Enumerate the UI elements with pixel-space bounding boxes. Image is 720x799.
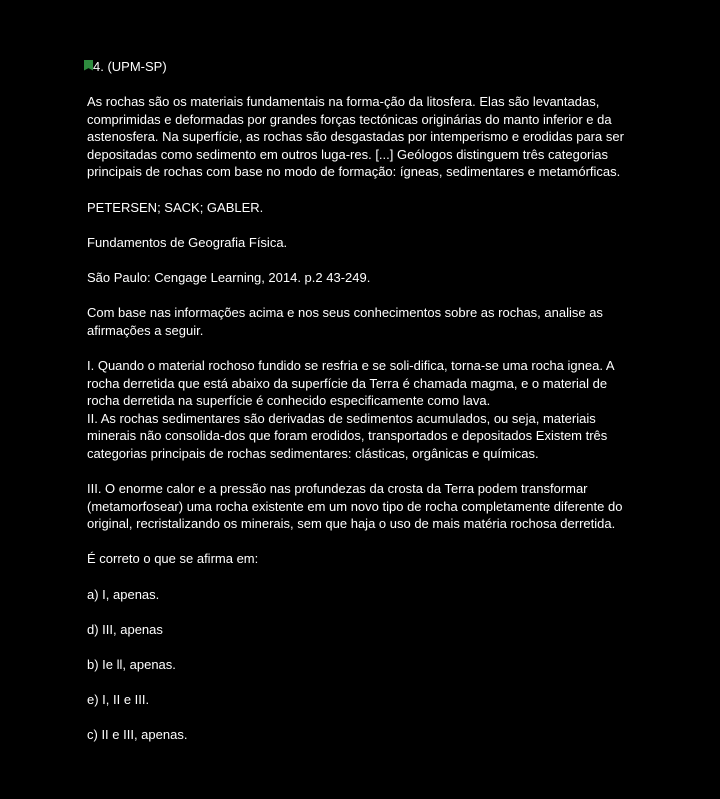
- question-ask: É correto o que se afirma em:: [87, 551, 259, 567]
- bookmark-icon[interactable]: [84, 60, 93, 71]
- option-d[interactable]: d) III, apenas: [87, 621, 163, 637]
- option-c[interactable]: c) II e III, apenas.: [87, 727, 188, 743]
- source-publisher: São Paulo: Cengage Learning, 2014. p.2 43-249.: [87, 269, 371, 285]
- question-number: 4. (UPM-SP): [93, 59, 167, 75]
- question-prompt: Com base nas informações acima e nos seus conhecimentos sobre as rochas, analise as afirmações a seguir.: [87, 305, 603, 338]
- statement-ii: II. As rochas sedimentares são derivadas de sedimentos acumulados, ou seja, materiais minerais não consolida-dos que foram erodidos, transportados e depositados Existem três categorias principais de rochas sedimentares: clásticas, orgânicas e químicas.: [87, 410, 608, 461]
- option-b[interactable]: b) Ie ll, apenas.: [87, 657, 176, 672]
- option-a[interactable]: a) I, apenas.: [87, 586, 160, 602]
- question-page: [87, 58, 635, 744]
- source-book-title: Fundamentos de Geografia Física.: [87, 234, 288, 250]
- statement-i: I. Quando o material rochoso fundido se resfria e se soli-difica, torna-se uma rocha ignea. A rocha derretida que está abaixo da superfície da Terra é chamada magma, e o material de rocha derretida na superfície é conhecido especificamente como lava.: [87, 357, 614, 409]
- option-e[interactable]: e) I, II e III.: [87, 692, 150, 708]
- question-header: [87, 58, 635, 76]
- source-authors: PETERSEN; SACK; GABLER.: [87, 199, 264, 215]
- source-paragraph: As rochas são os materiais fundamentais na forma-ção da litosfera. Elas são levantadas, comprimidas e deformadas por grandes forças tectónicas originárias do manto inferior e da astenosfera. Na superfície, as rochas são desgastadas por intemperismo e erodidas para ser depositadas como sedimento em outros luga-res. [...] Geólogos distinguem três categorias principais de rochas com base no modo de formação: ígneas, sedimentares e metamórficas.: [87, 94, 624, 180]
- statement-iii: III. O enorme calor e a pressão nas profundezas da crosta da Terra podem transformar (metamorfosear) uma rocha existente em um novo tipo de rocha completamente diferente do original, recristalizando os minerais, sem que haja o uso de mais matéria rochosa derretida.: [87, 481, 623, 532]
